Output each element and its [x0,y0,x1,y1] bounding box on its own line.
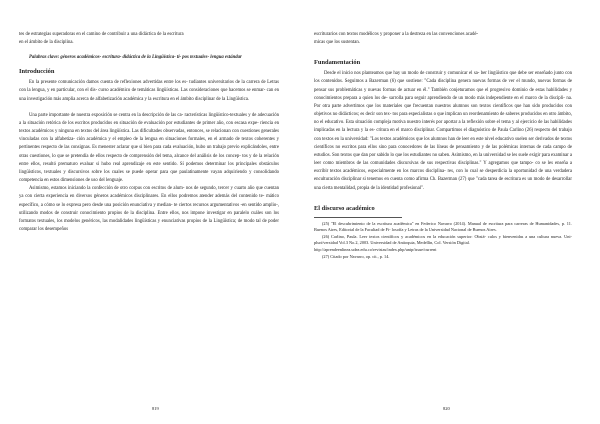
intro-line: tes de estrategias superadoras en el camino de contribuir a una didáctica de la escritura [19,32,184,37]
intro-line: en el ámbito de la disciplina. [19,40,74,46]
footnote: (25) "El descubrimiento de la escritura académica" en Federico Navarro (2014). Manual de escritura para carreras de Humanidades, p. 11. Buenos Aires, Editorial de la Facultad de Fi- losofía y Letras de la Universidad Nacional de Buenos Aires. [314,220,572,233]
right-page [300,0,600,424]
section-title-introduccion: Introducción [19,68,55,76]
paragraph: Asimismo, estamos iniciando la confección de otro corpus con escritos de alum- nos de segundo, tercer y cuarto año que cuentan ya con cierta experiencia en diversos géneros académicos disciplinares. En ellos podremos atender además del contenido te- mático específico, a cómo se lo expresa pero desde una posición enunciativa y median- te ciertos recursos argumentativos -en sentido amplio-, utilizando modos de construir conocimiento propios de la disciplina. Entre ellos, nos impone investigar en paralelo cuáles son los formatos textuales, los modelos genéricos, las modalidades lingüísticas y enunciativas propios de la Lingüística; de modo tal de poder comparar los desempeños [19,186,279,232]
footnotes [314,221,572,261]
page-number: 819 [152,406,159,411]
footnote: (27) Citado por Navarro, op. cit., p. 14. [322,253,390,259]
intro-line: micas que los sustentan. [314,40,360,46]
paragraph: En la presente comunicación damos cuenta de reflexiones advertidas entre los es- tudiantes universitarios de la carrera de Letras con la lengua, y en particular, con el dis- curso académico de temáticas lingüísticas. Las consideraciones que hacemos se enmar- can en una investigación más amplia acerca de alfabetización académica y la escritura en el ámbito disciplinar de la Lingüística. [19,80,279,102]
footnote: (26) Carlino, Paula. Leer textos científicos y académicos en la educación superior: Obstá- culos y bienvenidas a una cultura nueva. Uni-pluri/versidad Vol.3 No.2, 2003. Universidad de Antioquia, Medellín, Col. Versión Digital. [314,233,572,246]
page-number: 820 [443,406,450,411]
section-title-discurso-academico: El discurso académico [314,204,375,212]
paragraph: Una parte importante de nuestra exposición se centra en la descripción de las ca- racterísticas lingüístico-textuales y de adecuación a la situación retórica de los escritos producidos en situación de evaluación por estudiantes de primer año, con escasa expe- riencia en textos académicos y ninguna en textos del área lingüística. Las dificultades observadas, entonces, se relacionan con cuestiones generales vinculadas con la alfabetiza- ción académica y el empleo de la lengua en situaciones formales, en el armado de textos coherentes y pertinentes respecto de las consignas. Es menester aclarar que si bien para cada evaluación, hubo un trabajo previo explicándoles, entre otras cuestiones, lo que se pretendía de ellos respecto de comprensión del tema, alcance del análisis de los concep- tos y de la relación entre ellos, resultó prematuro evaluar si hubo real aprendizaje en este sentido. Sí podemos determinar los principales obstáculos lingüísticos, textuales y discursivos sobre los cuales se puede operar para que paulatinamente vayan adquiriendo y consolidando competencia en estos dimensiones de uso del lenguaje. [19,112,279,184]
paragraph: Desde el inicio nos planteamos que hay un modo de construir y comunicar el sa- ber lingüístico que debe ser enseñado junto con los contenidos. Seguimos a Bazerman (6) que sostiene: "Cada disciplina genera nuevas formas de ver el mundo, nuevas formas de pensar sus problemáticas y nuevas formas de actuar en él." También conjeturamos que el progresivo dominio de estas habilidades y conocimientos prepara a quien los de- sarrolla para seguir aprendiendo de un modo más independiente en el marco de la discipli- na. Por otra parte advertimos que los materiales que frecuentan nuestros alumnos son textos científicos que han sido producidos con objetivos no didácticos; es decir son tex- tos para especialistas o que implican un reordenamiento de saberes producidos en otro ámbito, no el educativo. Esta situación compleja motiva nuestro interés por aportar a la reflexión sobre el tema y al ejercicio de las habilidades implicadas en la lectura y la es- critura en el marco disciplinar. Compartimos el diagnóstico de Paula Carlino (26) respecto del trabajo con textos en la universidad: "Los textos académicos que los alumnos han de leer en este nivel educativo suelen ser derivados de textos científicos no escritos para ellos sino para conocedores de las líneas de pensamiento y de las polémicas internas de cada campo de estudios. Son textos que dan por sabido lo que los estudiantes no saben. Asimismo, en la universidad se les suele exigir para examinar a leer como miembros de las comunidades discursivas de sus respectivas disciplinas." Y agregamos que tampo- co se les enseña a escribir textos académicos, especialmente en los marcos disciplina- res, con lo cual se desperdicia la oportunidad de una verdadera enculturación disciplinar si tenemos en cuenta como afirma Ch. Bazerman (27) que "cada tarea de escritura es un modo de desarrollar una cierta mentalidad, propia de la identidad profesional". [314,71,572,191]
section-title-fundamentacion: Fundamentación [314,59,361,67]
intro-line: escriturarios con textos modélicos y proponer a la destreza en las convenciones acadé- [314,32,479,37]
keywords: Palabras clave: géneros académicos- escritura- didáctica de la Lingüística- ti- pos textuales- lengua estándar [29,55,242,61]
footnote-url: http://aprendeenlinea.udea.edu.co/revistas/index.php/unip/issue/current [314,247,437,253]
